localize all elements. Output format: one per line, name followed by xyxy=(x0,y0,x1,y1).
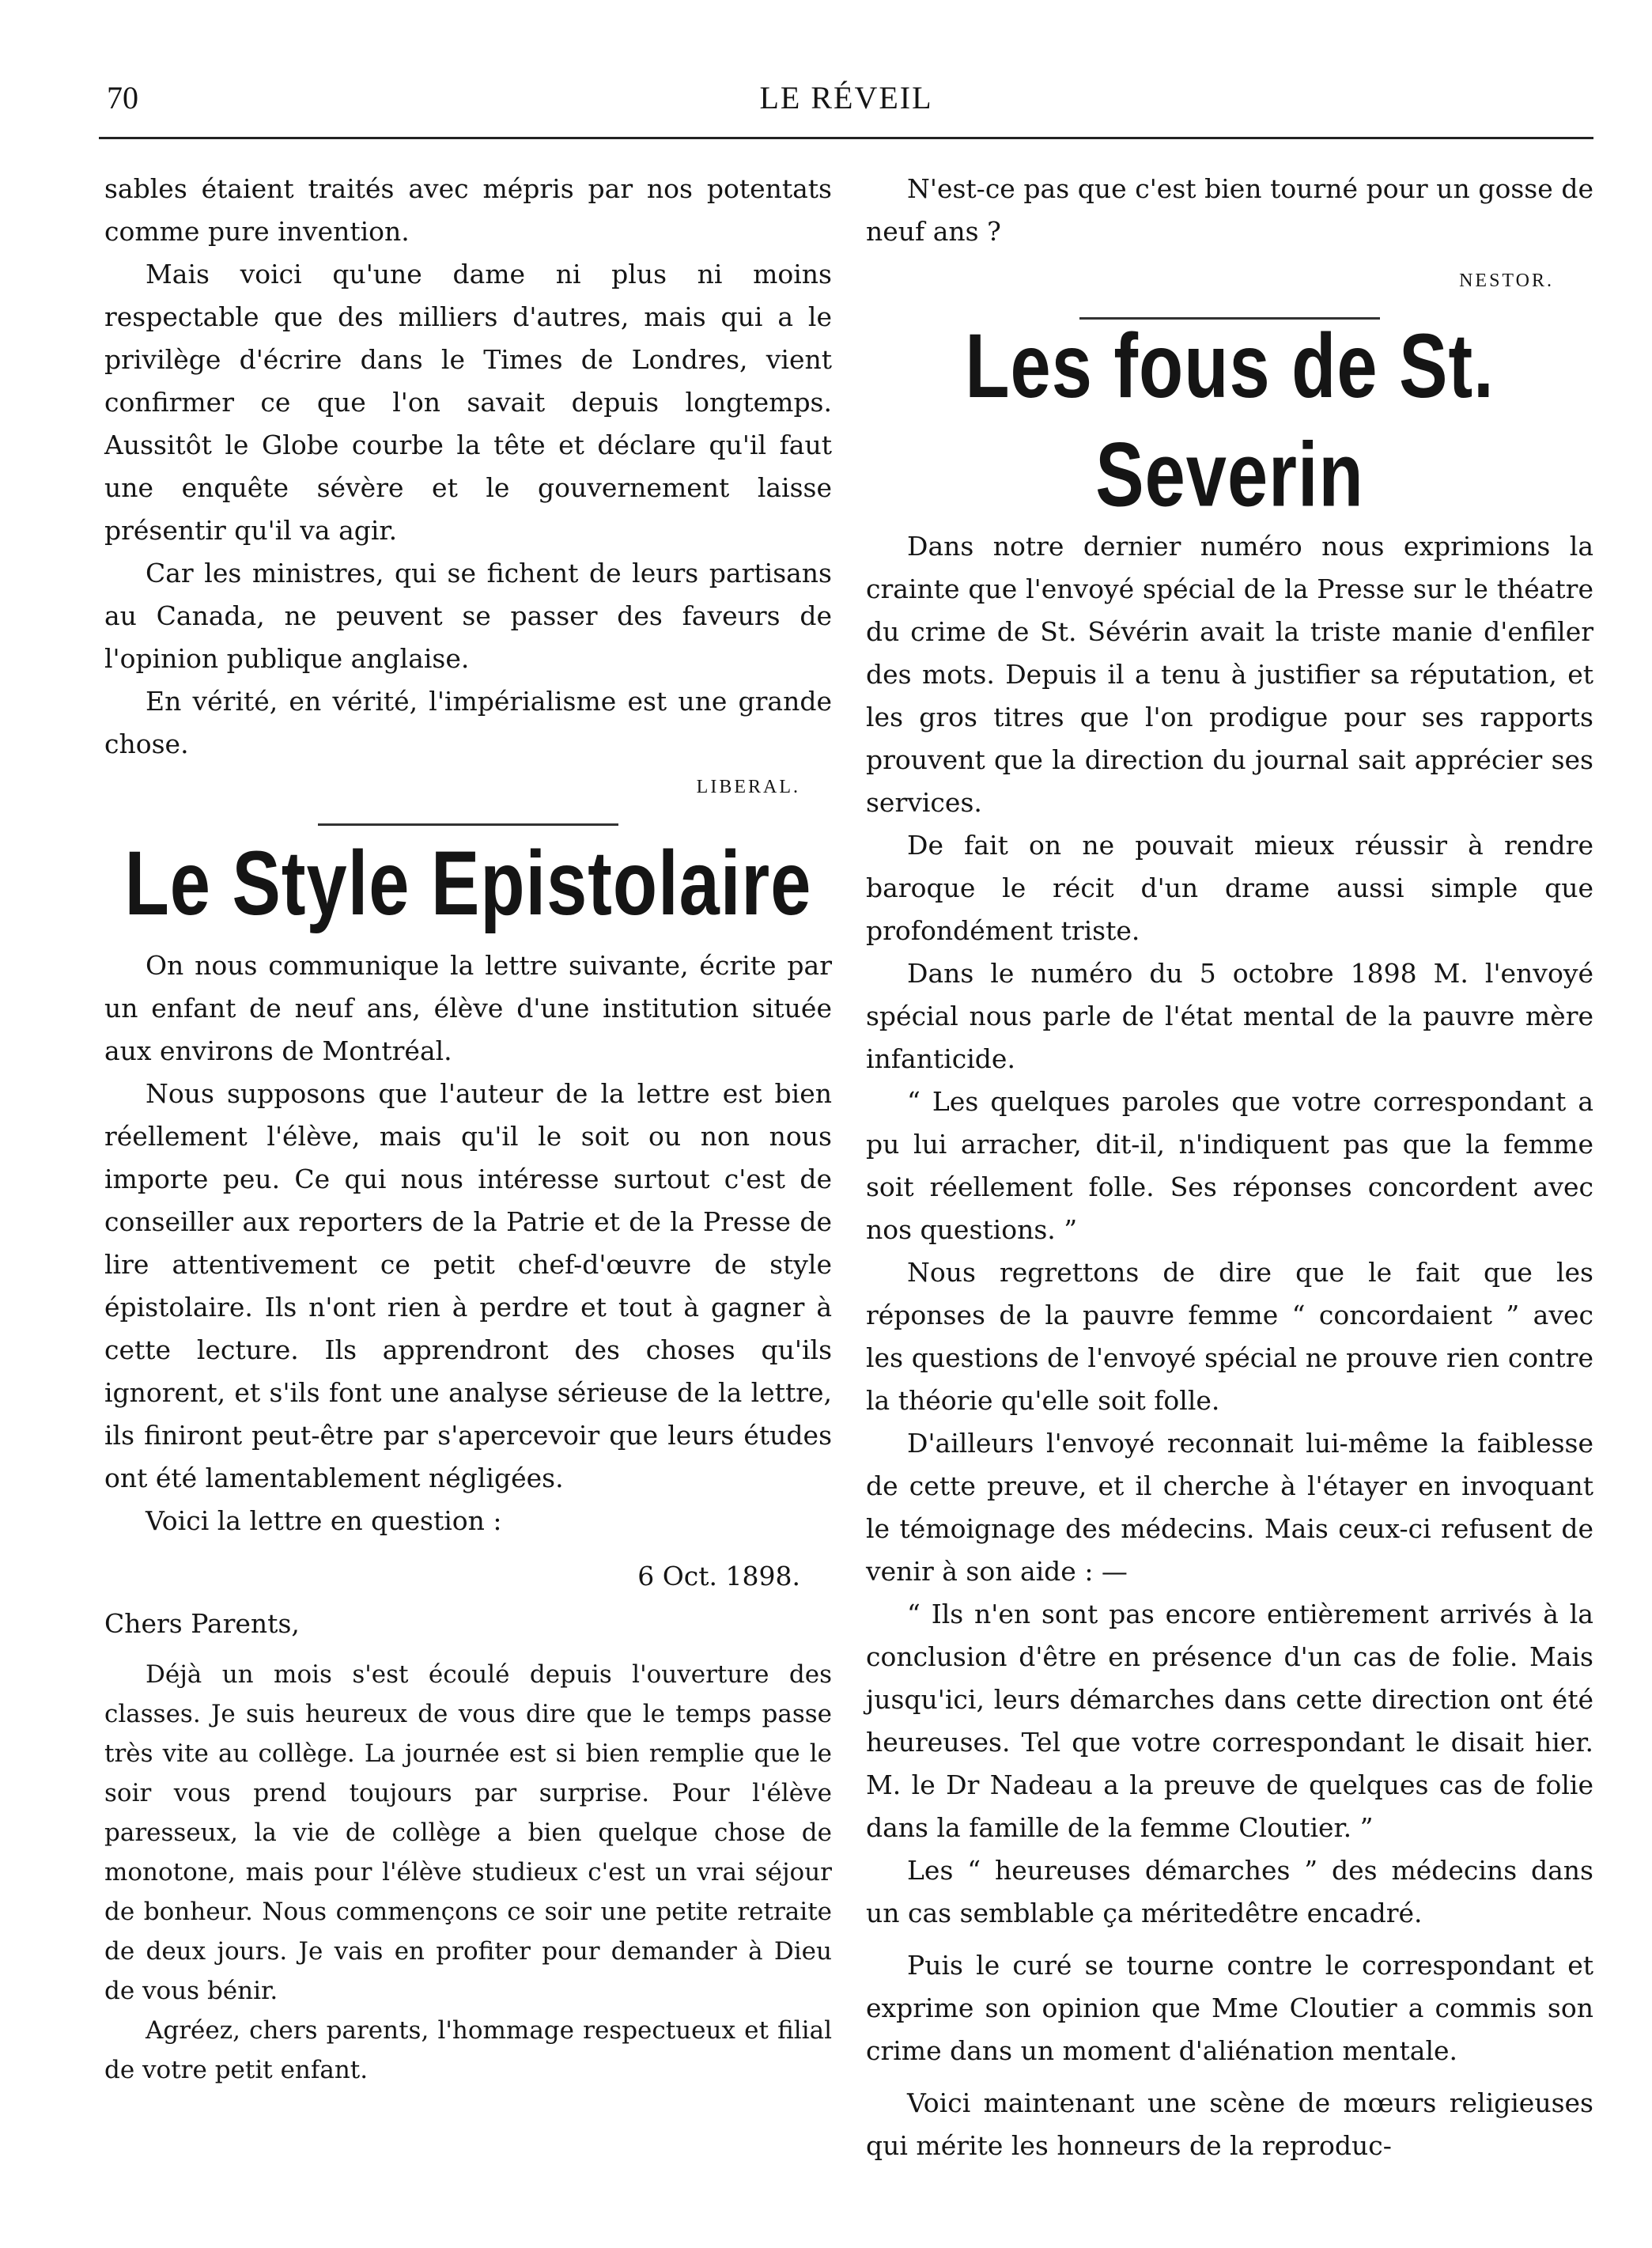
paragraph-gap xyxy=(866,1935,1593,1944)
article-paragraph: Les “ heureuses démarches ” des médecins dans un cas semblable ça méritedêtre encadré. xyxy=(866,1855,1593,1928)
article-paragraph: Puis le curé se tourne contre le correspondant et exprime son opinion que Mme Cloutier a commis son crime dans un moment d'aliénation mentale. xyxy=(866,1950,1593,2066)
letter-paragraph: Agréez, chers parents, l'hommage respectueux et filial de votre petit enfant. xyxy=(104,2016,832,2084)
section-divider xyxy=(318,823,618,826)
header-rule xyxy=(99,137,1593,139)
article-title-style-epistolaire: Le Style Epistolaire xyxy=(124,833,812,934)
left-intro-paragraph: Mais voici qu'une dame ni plus ni moins respectable que des milliers d'autres, mais qui a le privilège d'écrire dans le Times de Londres, vient confirmer ce que l'on savait depuis longtemps. Aussitôt le Globe courbe la tête et déclare qu'il faut une enquête sévère et le gouvernement laisse présentir qu'il va agir. xyxy=(104,259,832,546)
left-intro-paragraph: Car les ministres, qui se fichent de leurs partisans au Canada, ne peuvent se passer des faveurs de l'opinion publique anglaise. xyxy=(104,558,832,674)
page-number: 70 xyxy=(107,80,138,115)
letter-paragraph: Déjà un mois s'est écoulé depuis l'ouverture des classes. Je suis heureux de vous dire que le temps passe très vite au collège. La journée est si bien remplie que le soir vous prend toujours par surprise. Pour l'élève paresseux, la vie de collège a bien quelque chose de monotone, mais pour l'élève studieux c'est un vrai séjour de bonheur. Nous commençons ce soir une petite retraite de deux jours. Je vais en profiter pour demander à Dieu de vous bénir. xyxy=(104,1660,832,2005)
article-paragraph: D'ailleurs l'envoyé reconnait lui-même la faiblesse de cette preuve, et il cherche à l'étayer en invoquant le témoignage des médecins. Mais ceux-ci refusent de venir à son aide : — xyxy=(866,1428,1593,1587)
page-header xyxy=(99,79,1593,142)
signature-nestor: NESTOR. xyxy=(1459,271,1554,291)
article-paragraph: Voici maintenant une scène de mœurs religieuses qui mérite les honneurs de la reproduc- xyxy=(866,2087,1593,2161)
article-paragraph: On nous communique la lettre suivante, écrite par un enfant de neuf ans, élève d'une institution située aux environs de Montréal. xyxy=(104,950,832,1066)
article-paragraph: “ Les quelques paroles que votre correspondant a pu lui arracher, dit-il, n'indiquent pas que la femme soit réellement folle. Ses réponses concordent avec nos questions. ” xyxy=(866,1086,1593,1245)
left-intro-paragraph: sables étaient traités avec mépris par nos potentats comme pure invention. xyxy=(104,173,832,247)
right-intro-paragraph: N'est-ce pas que c'est bien tourné pour un gosse de neuf ans ? xyxy=(866,173,1593,247)
article-paragraph: Nous supposons que l'auteur de la lettre est bien réellement l'élève, mais qu'il le soit ou non nous importe peu. Ce qui nous intéresse surtout c'est de conseiller aux reporters de la Patrie et de la Presse de lire attentivement ce petit chef-d'œuvre de style épistolaire. Ils n'ont rien à perdre et tout à gagner à cette lecture. Ils apprendront des choses qu'ils ignorent, et s'ils font une analyse sérieuse de la lettre, ils finiront peut-être par s'apercevoir que leurs études ont été lamentablement négligées. xyxy=(104,1078,832,1493)
article-paragraph: De fait on ne pouvait mieux réussir à rendre baroque le récit d'un drame aussi simple que profondément triste. xyxy=(866,830,1593,946)
left-column xyxy=(104,168,832,2090)
journal-title: LE RÉVEIL xyxy=(759,80,933,115)
letter xyxy=(104,1555,832,2090)
right-column xyxy=(866,168,1593,2167)
article-title-fous-st-severin: Les fous de St. Severin xyxy=(965,316,1495,526)
letter-salutation: Chers Parents, xyxy=(104,1608,300,1639)
signature-liberal: LIBERAL. xyxy=(696,777,800,797)
article-paragraph: Voici la lettre en question : xyxy=(146,1505,502,1536)
article-paragraph: Dans notre dernier numéro nous exprimions la crainte que l'envoyé spécial de la Presse sur le théatre du crime de St. Sévérin avait la triste manie d'enfiler des mots. Depuis il a tenu à justifier sa réputation, et les gros titres que l'on prodigue pour ses rapports prouvent que la direction du journal sait apprécier ses services. xyxy=(866,531,1593,818)
article-paragraph: Dans le numéro du 5 octobre 1898 M. l'envoyé spécial nous parle de l'état mental de la pauvre mère infanticide. xyxy=(866,958,1593,1074)
letter-date: 6 Oct. 1898. xyxy=(637,1561,800,1591)
left-intro-paragraph: En vérité, en vérité, l'impérialisme est une grande chose. xyxy=(104,686,832,759)
article-paragraph: Nous regrettons de dire que le fait que les réponses de la pauvre femme “ concordaient ” avec les questions de l'envoyé spécial ne prouve rien contre la théorie qu'elle soit folle. xyxy=(866,1257,1593,1416)
paragraph-gap xyxy=(866,2072,1593,2082)
article-paragraph: “ Ils n'en sont pas encore entièrement arrivés à la conclusion d'être en présence d'un cas de folie. Mais jusqu'ici, leurs démarches dans cette direction ont été heureuses. Tel que votre correspondant le disait hier. M. le Dr Nadeau a la preuve de quelques cas de folie dans la famille de la femme Cloutier. ” xyxy=(866,1599,1593,1843)
